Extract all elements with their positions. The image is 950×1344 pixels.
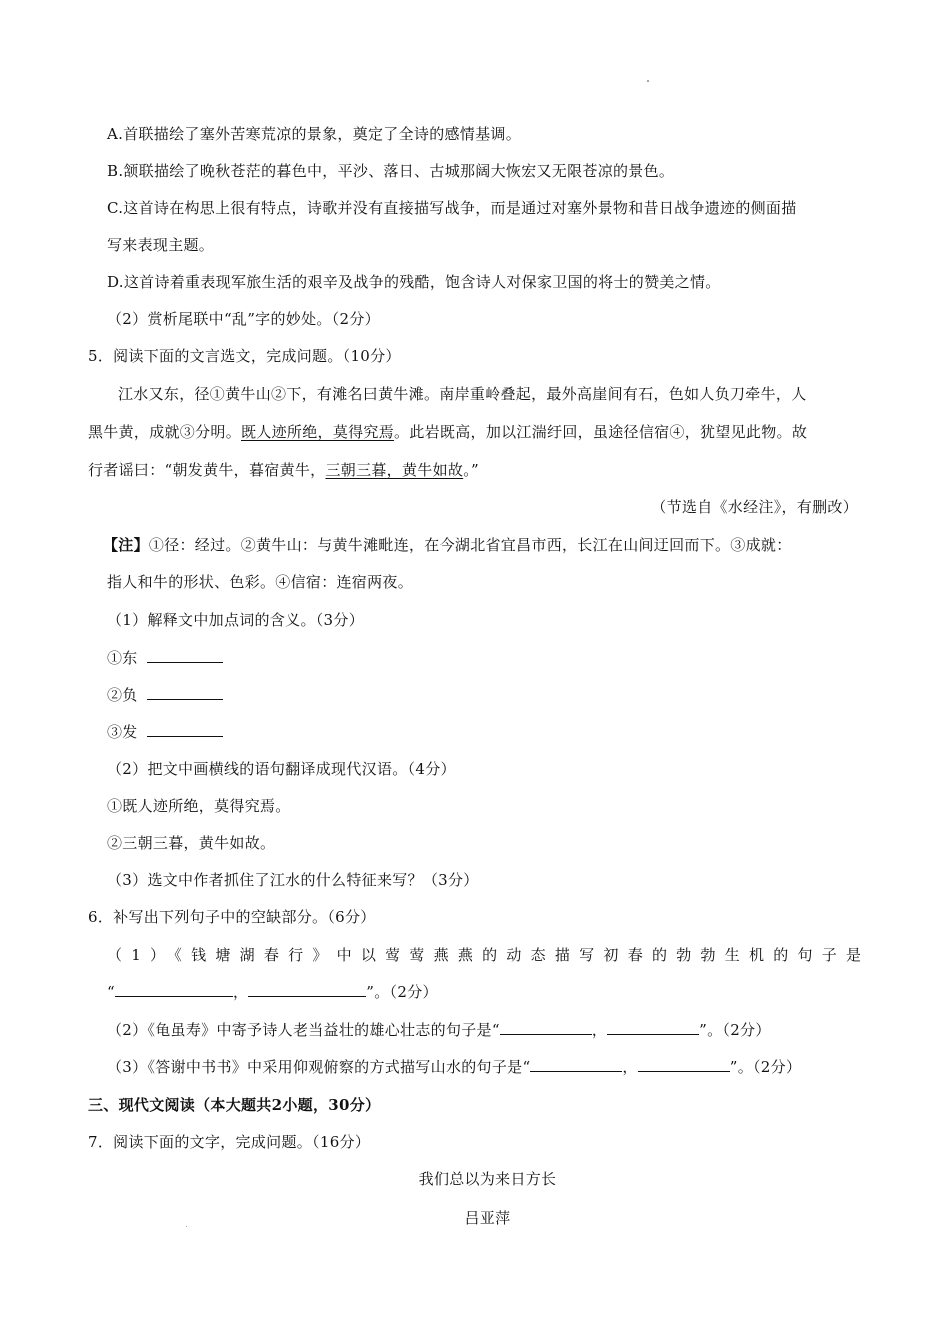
word-1: ①东 bbox=[107, 649, 138, 667]
option-b: B.颔联描绘了晚秋苍茫的暮色中，平沙、落日、古城那阔大恢宏又无限苍凉的景色。 bbox=[107, 162, 675, 180]
essay-author: 吕亚萍 bbox=[464, 1209, 511, 1227]
passage-line2 bbox=[88, 422, 807, 442]
word-3-blank[interactable] bbox=[147, 722, 223, 737]
fill-1-blank-a[interactable] bbox=[115, 982, 233, 997]
fill-1-comma: ， bbox=[232, 983, 249, 1001]
fill-3-close: ”。（2分） bbox=[729, 1058, 802, 1076]
passage-line3 bbox=[88, 460, 479, 480]
fill-1-line1: （1）《钱塘湖春行》中以莺莺燕燕的动态描写初春的勃勃生机的句子是 bbox=[107, 946, 864, 964]
option-a: A.首联描绘了塞外苦寒荒凉的景象，奠定了全诗的感情基调。 bbox=[107, 125, 522, 143]
fill-2-comma: ， bbox=[591, 1021, 608, 1039]
translate-1: ①既人迹所绝，莫得究焉。 bbox=[107, 797, 291, 815]
fill-1-line2 bbox=[107, 982, 438, 1002]
passage-line3-start: 行者谣曰：“朝发黄牛，暮宿黄牛， bbox=[88, 461, 326, 479]
option-c-line1: C.这首诗在构思上很有特点，诗歌并没有直接描写战争，而是通过对塞外景物和昔日战争遗迹的侧面描 bbox=[107, 199, 797, 217]
word-3: ③发 bbox=[107, 723, 138, 741]
fill-1-blank-b[interactable] bbox=[248, 982, 366, 997]
fill-3-comma: ， bbox=[622, 1058, 638, 1076]
question-5-title: 5．阅读下面的文言选文，完成问题。（10分） bbox=[88, 347, 401, 365]
essay-title: 我们总以为来日方长 bbox=[418, 1170, 557, 1188]
fill-1-open-quote: “ bbox=[107, 983, 115, 1001]
fill-3-blank-a[interactable] bbox=[530, 1057, 622, 1072]
option-d: D.这首诗着重表现军旅生活的艰辛及战争的残酷，饱含诗人对保家卫国的将士的赞美之情。 bbox=[107, 273, 721, 291]
word-3-row bbox=[107, 722, 223, 742]
passage-line3-end: 。” bbox=[463, 461, 479, 479]
question-4-2: （2）赏析尾联中“乱”字的妙处。（2分） bbox=[107, 310, 380, 328]
question-5-2: （2）把文中画横线的语句翻译成现代汉语。（4分） bbox=[107, 760, 456, 778]
word-2-row bbox=[107, 685, 223, 705]
word-1-blank[interactable] bbox=[147, 648, 223, 663]
translate-2: ②三朝三暮，黄牛如故。 bbox=[107, 834, 276, 852]
fill-3-line bbox=[107, 1057, 801, 1077]
note-label: 【注】 bbox=[103, 536, 149, 554]
note-line1 bbox=[103, 535, 792, 555]
section-3-heading: 三、现代文阅读（本大题共2小题，30分） bbox=[88, 1096, 381, 1114]
fill-1-close: ”。（2分） bbox=[366, 983, 438, 1001]
fill-2-close: ”。（2分） bbox=[699, 1021, 771, 1039]
fill-3-blank-b[interactable] bbox=[638, 1057, 730, 1072]
scan-speck bbox=[647, 80, 649, 82]
option-c-line2: 写来表现主题。 bbox=[107, 236, 215, 254]
question-5-3: （3）选文中作者抓住了江水的什么特征来写？（3分） bbox=[107, 871, 479, 889]
word-1-row bbox=[107, 648, 223, 668]
underlined-sentence-2: 三朝三暮，黄牛如故 bbox=[325, 461, 464, 479]
note-text-1: ①径：经过。②黄牛山：与黄牛滩毗连，在今湖北省宜昌市西，长江在山间迂回而下。③成就： bbox=[148, 536, 792, 554]
question-7-title: 7．阅读下面的文字，完成问题。（16分） bbox=[88, 1133, 371, 1151]
fill-3-text: （3）《答谢中书书》中采用仰观俯察的方式描写山水的句子是“ bbox=[107, 1058, 531, 1076]
note-line2: 指人和牛的形状、色彩。④信宿：连宿两夜。 bbox=[107, 573, 414, 591]
scan-speck bbox=[186, 1226, 187, 1227]
passage-line1: 江水又东，径①黄牛山②下，有滩名曰黄牛滩。南岸重岭叠起，最外高崖间有石，色如人负刀牵牛，人 bbox=[118, 385, 807, 403]
passage-line2-start: 黑牛黄，成就③分明。 bbox=[88, 423, 242, 441]
fill-2-text: （2）《龟虽寿》中寄予诗人老当益壮的雄心壮志的句子是“ bbox=[107, 1021, 500, 1039]
passage-line2-end: 。此岩既高，加以江湍纡回，虽途径信宿④，犹望见此物。故 bbox=[394, 423, 808, 441]
passage-source: （节选自《水经注》，有删改） bbox=[651, 498, 858, 516]
underlined-sentence-1: 既人迹所绝，莫得究焉 bbox=[241, 423, 395, 441]
question-6-title: 6．补写出下列句子中的空缺部分。（6分） bbox=[88, 908, 376, 926]
fill-2-line bbox=[107, 1020, 771, 1040]
word-2: ②负 bbox=[107, 686, 138, 704]
fill-2-blank-b[interactable] bbox=[607, 1020, 699, 1035]
word-2-blank[interactable] bbox=[147, 685, 223, 700]
fill-2-blank-a[interactable] bbox=[500, 1020, 592, 1035]
question-5-1: （1）解释文中加点词的含义。（3分） bbox=[107, 611, 364, 629]
